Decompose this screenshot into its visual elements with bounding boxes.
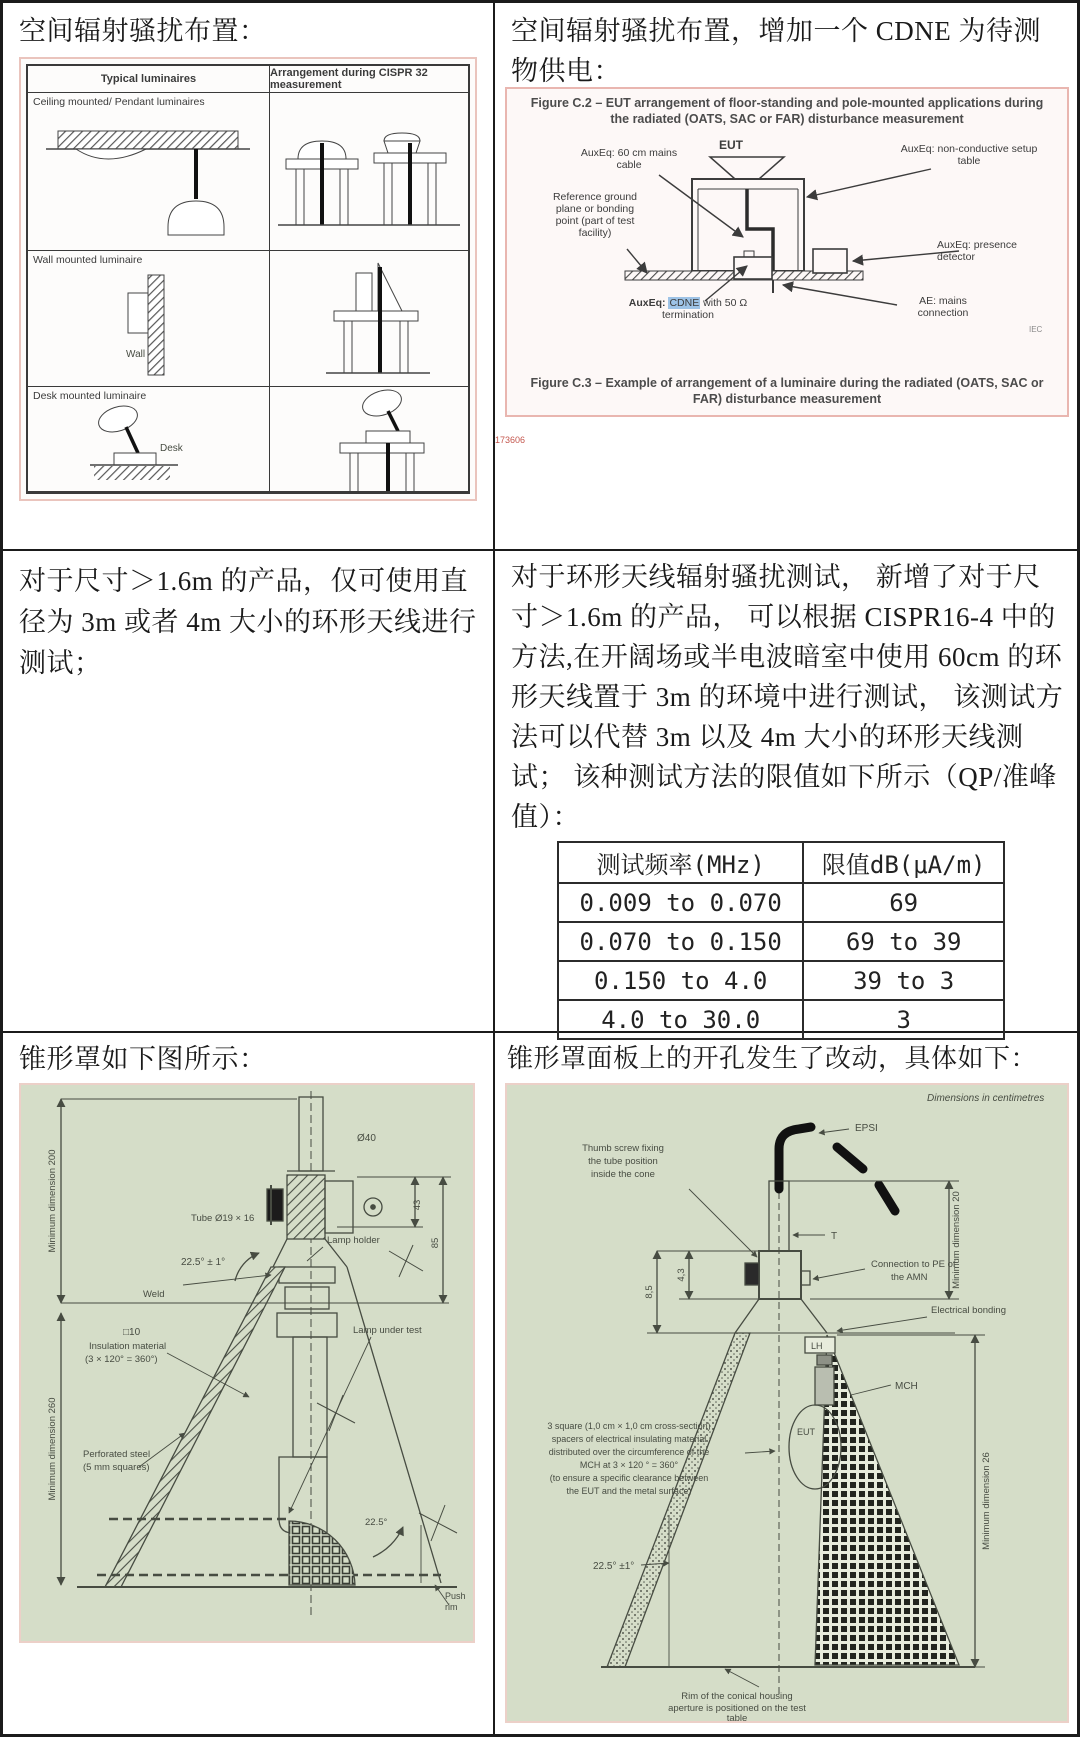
spacers-label-4: MCH at 3 × 120 ° = 360° bbox=[579, 1460, 679, 1470]
loop-antenna-new-text: 对于环形天线辐射骚扰测试， 新增了对于尺寸＞1.6m 的产品， 可以根据 CISPR16-4 中的方法,在开阔场或半电波暗室中使用 60cm 的环形天线置于 3m 的环境中进行测试， 该测试方法可以代替 3m 以及 4m 大小的环形天线测试； 该种测试方法的限值如下所示（QP/准峰值）： bbox=[511, 562, 1064, 832]
iec-stamp: IEC bbox=[1029, 325, 1043, 334]
cone-drawing-old bbox=[19, 1083, 475, 1643]
perforated-steel-label-2: (5 mm squares) bbox=[83, 1462, 150, 1473]
cone-change-title: 锥形罩面板上的开孔发生了改动，具体如下： bbox=[507, 1044, 1038, 1073]
spacers-label-1: 3 square (1,0 cm × 1,0 cm cross-section) bbox=[547, 1421, 711, 1431]
table-row-2 bbox=[3, 549, 1077, 1034]
freq-range: 0.150 to 4.0 bbox=[558, 961, 803, 1000]
figure-c2-c3 bbox=[505, 87, 1069, 417]
cdne-label-prefix: AuxEq: bbox=[628, 297, 666, 309]
electrical-bonding-label: Electrical bonding bbox=[931, 1305, 1006, 1316]
min-dimension-260-label: Minimum dimension 260 bbox=[47, 1397, 58, 1501]
limit-value: 3 bbox=[803, 1000, 1004, 1039]
thumb-screw-label-2: the tube position bbox=[588, 1156, 658, 1167]
desk-label: Desk mounted luminaire bbox=[33, 390, 147, 402]
limit-value: 69 to 39 bbox=[803, 922, 1004, 961]
spacers-label-6: the EUT and the metal surface) bbox=[566, 1486, 692, 1496]
cell-r2-left bbox=[3, 551, 495, 1031]
cell-r1-right bbox=[495, 3, 1077, 549]
mch-label: MCH bbox=[895, 1381, 918, 1392]
table-row bbox=[558, 961, 1004, 1000]
cell-r2-right bbox=[495, 551, 1077, 1034]
epsi-label: EPSI bbox=[855, 1123, 878, 1134]
ceiling-label: Ceiling mounted/ Pendant luminaires bbox=[33, 96, 205, 108]
luminaire-col1-header: Typical luminaires bbox=[28, 66, 270, 93]
wall-cell-arrangement bbox=[270, 251, 468, 387]
freq-range: 4.0 to 30.0 bbox=[558, 1000, 803, 1039]
wall-cell-typical bbox=[28, 251, 270, 387]
cdne-label-suffix: termination bbox=[662, 309, 714, 321]
table-row-3 bbox=[3, 1031, 1077, 1734]
thumb-screw-label-3: inside the cone bbox=[591, 1169, 655, 1180]
desk-arrangement-drawing bbox=[270, 389, 466, 492]
dim-85-label: 8,5 bbox=[644, 1285, 655, 1299]
luminaire-col2-header: Arrangement during CISPR 32 measurement bbox=[270, 66, 468, 93]
cdne-highlight: CDNE bbox=[669, 297, 700, 309]
mains-cable-label: AuxEq: 60 cm mains cable bbox=[580, 147, 678, 171]
eut-label: EUT bbox=[797, 1427, 815, 1437]
rim-label-3: table bbox=[726, 1713, 748, 1721]
freq-range: 0.070 to 0.150 bbox=[558, 922, 803, 961]
ground-plane-label: Reference ground plane or bonding point (part of test facility) bbox=[552, 191, 638, 239]
dim-43-label: 4,3 bbox=[676, 1268, 687, 1282]
ceiling-cell-typical bbox=[28, 93, 270, 251]
cell-r3-right bbox=[495, 1033, 1077, 1734]
lh-label: LH bbox=[811, 1341, 823, 1351]
limits-table bbox=[557, 841, 1005, 1040]
table-row bbox=[558, 922, 1004, 961]
loop-antenna-old-text: 对于尺寸＞1.6m 的产品，仅可使用直径为 3m 或者 4m 大小的环形天线进行测试； bbox=[19, 566, 477, 678]
weld-label: Weld bbox=[143, 1289, 165, 1300]
cone-drawing-old-svg bbox=[21, 1085, 473, 1641]
figure-c2-caption: Figure C.2 – EUT arrangement of floor-standing and pole-mounted applications during the radiated (OATS, SAC or FAR) disturbance measurement bbox=[530, 96, 1044, 126]
table-row bbox=[558, 883, 1004, 922]
cell-r1-left bbox=[3, 3, 495, 549]
cell-r3-left bbox=[3, 1033, 495, 1734]
square10-label: □10 bbox=[123, 1327, 141, 1338]
dia40-label: Ø40 bbox=[357, 1133, 376, 1144]
angle-225-label: 22.5° bbox=[365, 1517, 388, 1528]
thumb-screw-label-1: Thumb screw fixing bbox=[582, 1143, 664, 1154]
figure-number-stamp: 173606 bbox=[495, 435, 526, 445]
desk-cell-arrangement bbox=[270, 387, 468, 492]
cone-title: 锥形罩如下图所示： bbox=[19, 1044, 267, 1074]
angle-label: 22.5° ±1° bbox=[593, 1561, 635, 1572]
luminaire-table bbox=[26, 64, 470, 494]
wall-annotation: Wall bbox=[126, 349, 146, 360]
cdne-label bbox=[603, 297, 773, 321]
push-rim-label-1: Push bbox=[445, 1591, 466, 1601]
insulation-label-1: Insulation material bbox=[89, 1341, 167, 1352]
ceiling-cell-arrangement bbox=[270, 93, 468, 251]
ae-mains-label: AE: mains connection bbox=[917, 295, 969, 319]
cell-title: 空间辐射骚扰布置： bbox=[19, 16, 267, 46]
insulation-label-2: (3 × 120° = 360°) bbox=[85, 1354, 158, 1365]
limit-value: 69 bbox=[803, 883, 1004, 922]
min-dimension-20-label: Minimum dimension 20 bbox=[951, 1191, 962, 1289]
lamp-holder-label: Lamp holder bbox=[327, 1235, 380, 1246]
cone-drawing-new-svg bbox=[507, 1085, 1067, 1721]
wall-label: Wall mounted luminaire bbox=[33, 254, 143, 266]
spacers-label-2: spacers of electrical insulating material bbox=[551, 1434, 707, 1444]
pe-amn-label-1: Connection to PE of bbox=[871, 1259, 956, 1270]
freq-range: 0.009 to 0.070 bbox=[558, 883, 803, 922]
desk-cell-typical bbox=[28, 387, 270, 492]
wall-arrangement-drawing bbox=[270, 253, 466, 383]
min-dimension-200-label: Minimum dimension 200 bbox=[47, 1149, 58, 1253]
cone-drawing-new bbox=[505, 1083, 1069, 1723]
desk-annotation: Desk bbox=[160, 443, 183, 454]
perforated-steel-label-1: Perforated steel bbox=[83, 1449, 151, 1460]
t-label: T bbox=[831, 1231, 838, 1242]
dim-85-label: 85 bbox=[430, 1237, 441, 1249]
cdne-label-mid: with 50 Ω bbox=[703, 297, 748, 309]
limits-header-limit: 限值dB(μA/m) bbox=[803, 842, 1004, 883]
figure-c3-caption: Figure C.3 – Example of arrangement of a luminaire during the radiated (OATS, SAC or FAR) disturbance measurement bbox=[530, 376, 1044, 406]
spacers-label-5: (to ensure a specific clearance between bbox=[549, 1473, 709, 1483]
limits-header-frequency: 测试频率(MHz) bbox=[558, 842, 803, 883]
ceiling-arrangement-drawing bbox=[270, 97, 466, 247]
ceiling-luminaire-drawing bbox=[28, 117, 270, 247]
wall-luminaire-drawing bbox=[28, 271, 270, 383]
rim-label-1: Rim of the conical housing bbox=[681, 1691, 793, 1702]
lamp-under-test-label: Lamp under test bbox=[353, 1325, 422, 1336]
presence-detector-label: AuxEq: presence detector bbox=[937, 239, 1017, 263]
limit-value: 39 to 3 bbox=[803, 961, 1004, 1000]
angle-label: 22.5° ± 1° bbox=[181, 1257, 226, 1268]
dimensions-note: Dimensions in centimetres bbox=[927, 1093, 1045, 1104]
pe-amn-label-2: the AMN bbox=[891, 1272, 928, 1283]
cell-title: 空间辐射骚扰布置，增加一个 CDNE 为待测物供电： bbox=[511, 16, 1041, 86]
setup-table-label: AuxEq: non-conductive setup table bbox=[900, 143, 1038, 167]
luminaire-figure bbox=[19, 57, 477, 501]
figure-c2-diagram bbox=[507, 133, 1067, 351]
table-row-1 bbox=[3, 3, 1077, 549]
push-rim-label-2: rim bbox=[445, 1602, 458, 1612]
min-dimension-26-label: Minimum dimension 26 bbox=[981, 1452, 992, 1550]
limits-header-row bbox=[558, 842, 1004, 883]
dim-43-label: 43 bbox=[412, 1199, 423, 1211]
tube-label: Tube Ø19 × 16 bbox=[191, 1213, 255, 1224]
spacers-label-3: distributed over the circumference of the bbox=[548, 1447, 710, 1457]
desk-luminaire-drawing bbox=[28, 405, 270, 492]
eut-label: EUT bbox=[719, 138, 743, 152]
rim-label-2: aperture is positioned on the test bbox=[668, 1703, 806, 1714]
